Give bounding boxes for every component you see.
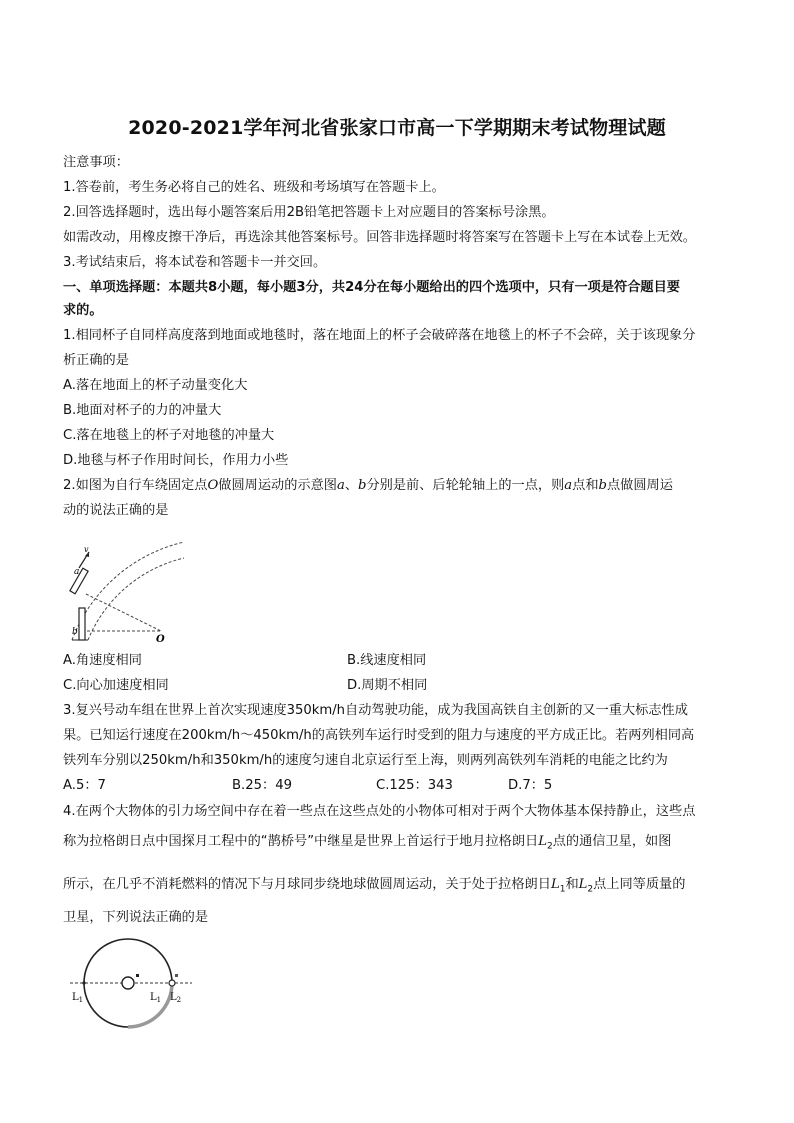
q4-text-d: 点上同等质量的 [593,877,686,892]
q4-stem-line1: 4.在两个大物体的引力场空间中存在着一些点在这些点处的小物体可相对于两个大物体基本保持静止，这些点 [63,804,696,819]
fig2-label-o: O [156,634,165,645]
q4-var-l2: L [538,834,547,849]
q1-stem-line1: 1.相同杯子自同样高度落到地面或地毯时，落在地面上的杯子会破碎落在地毯上的杯子不会碎，关于该现象分 [63,328,696,343]
notice-1: 1.答卷前，考生务必将自己的姓名、班级和考场填写在答题卡上。 [63,180,445,195]
q1-option-a: A.落在地面上的杯子动量变化大 [63,378,248,393]
q3-stem-line2: 果。已知运行速度在200km/h～450km/h的高铁列车运行时受到的阻力与速度的平方成正比。若两列相同高 [63,728,695,743]
q2-text-b: 做圆周运动的示意图 [218,478,337,493]
q4-text-c: 所示，在几乎不消耗燃料的情况下与月球同步绕地球做圆周运动，关于处于拉格朗日 [63,877,551,892]
fig2-label-a: a [74,567,80,577]
fig4-label-l1-left: $L_1$ [72,992,84,1004]
q4-stem-line4: 卫星，下列说法正确的是 [63,910,209,925]
q2-text-c: 分别是前、后轮轮轴上的一点，则 [366,478,565,493]
q4-stem-line2 [63,833,671,856]
q4-var-l2b: L [578,877,588,892]
q2-text-e: 点做圆周运 [607,478,673,493]
q4-text-a: 称为拉格朗日点中国探月工程中的“鹊桥号”中继星是世界上首运行于地月拉格朗日 [63,834,539,849]
q2-var-a: a [336,478,345,493]
q2-option-d: D.周期不相同 [347,678,428,693]
q2-stem-line2: 动的说法正确的是 [63,503,169,518]
q2-text-a: 2.如图为自行车绕固定点 [63,478,208,493]
notice-2: 2.回答选择题时，选出每小题答案后用2B铅笔把答题卡上对应题目的答案标号涂黑。 [63,205,555,220]
q2-var-o: O [207,478,219,493]
q3-stem-line3: 铁列车分别以250km/h和350km/h的速度匀速自北京运行至上海，则两列高铁列车消耗的电能之比约为 [63,753,668,768]
q3-option-d: D.7：5 [508,778,553,793]
q2-option-b: B.线速度相同 [347,653,427,668]
fig2-label-v: v [84,545,89,554]
q4-sub-1: 1 [559,884,566,895]
notice-heading: 注意事项： [63,155,129,170]
q1-option-d: D.地毯与杯子作用时间长，作用力小些 [63,453,289,468]
q4-stem-line3 [63,876,685,899]
q4-sub-2b: 2 [587,884,594,895]
q3-option-c: C.125：343 [376,778,453,793]
section-heading-line1: 一、单项选择题：本题共8小题，每小题3分，共24分在每小题给出的四个选项中，只有一项是符合题目要 [63,280,680,295]
q3-option-a: A.5：7 [63,778,106,793]
q4-lagrange-figure [66,930,196,1030]
q1-stem-line2: 析正确的是 [63,353,129,368]
q2-var-b2: b [598,478,607,493]
q4-text-b: 点的通信卫星，如图 [552,834,672,849]
q2-text-d: 点和 [572,478,599,493]
q2-option-c: C.向心加速度相同 [63,678,169,693]
fig4-label-l2: $L_2$ [170,992,182,1004]
q3-stem-line1: 3.复兴号动车组在世界上首次实现速度350km/h自动驾驶功能，成为我国高铁自主创新的又一重大标志性成 [63,703,688,718]
q4-var-l1: L [550,877,560,892]
notice-3: 3.考试结束后，将本试卷和答题卡一并交回。 [63,255,327,270]
fig4-label-l1-right: $L_1$ [150,992,162,1004]
q3-option-b: B.25：49 [232,778,292,793]
q2-stem-line1 [63,477,673,495]
section-heading-line2: 求的。 [63,303,103,318]
q2-bicycle-figure [62,528,187,648]
q1-option-c: C.落在地毯上的杯子对地毯的冲量大 [63,428,275,443]
q2-var-a2: a [564,478,573,493]
q1-option-b: B.地面对杯子的力的冲量大 [63,403,222,418]
page-title: 2020-2021学年河北省张家口市高一下学期期末考试物理试题 [128,117,666,139]
q2-option-a: A.角速度相同 [63,653,142,668]
q2-sep: 、 [344,478,359,493]
notice-2-cont: 如需改动，用橡皮擦干净后，再选涂其他答案标号。回答非选择题时将答案写在答题卡上写在本试卷上无效。 [63,230,696,245]
q2-var-b: b [358,478,367,493]
q4-text-and: 和 [565,877,579,892]
q4-sub-2: 2 [547,841,553,852]
fig2-label-b: b [72,627,78,637]
